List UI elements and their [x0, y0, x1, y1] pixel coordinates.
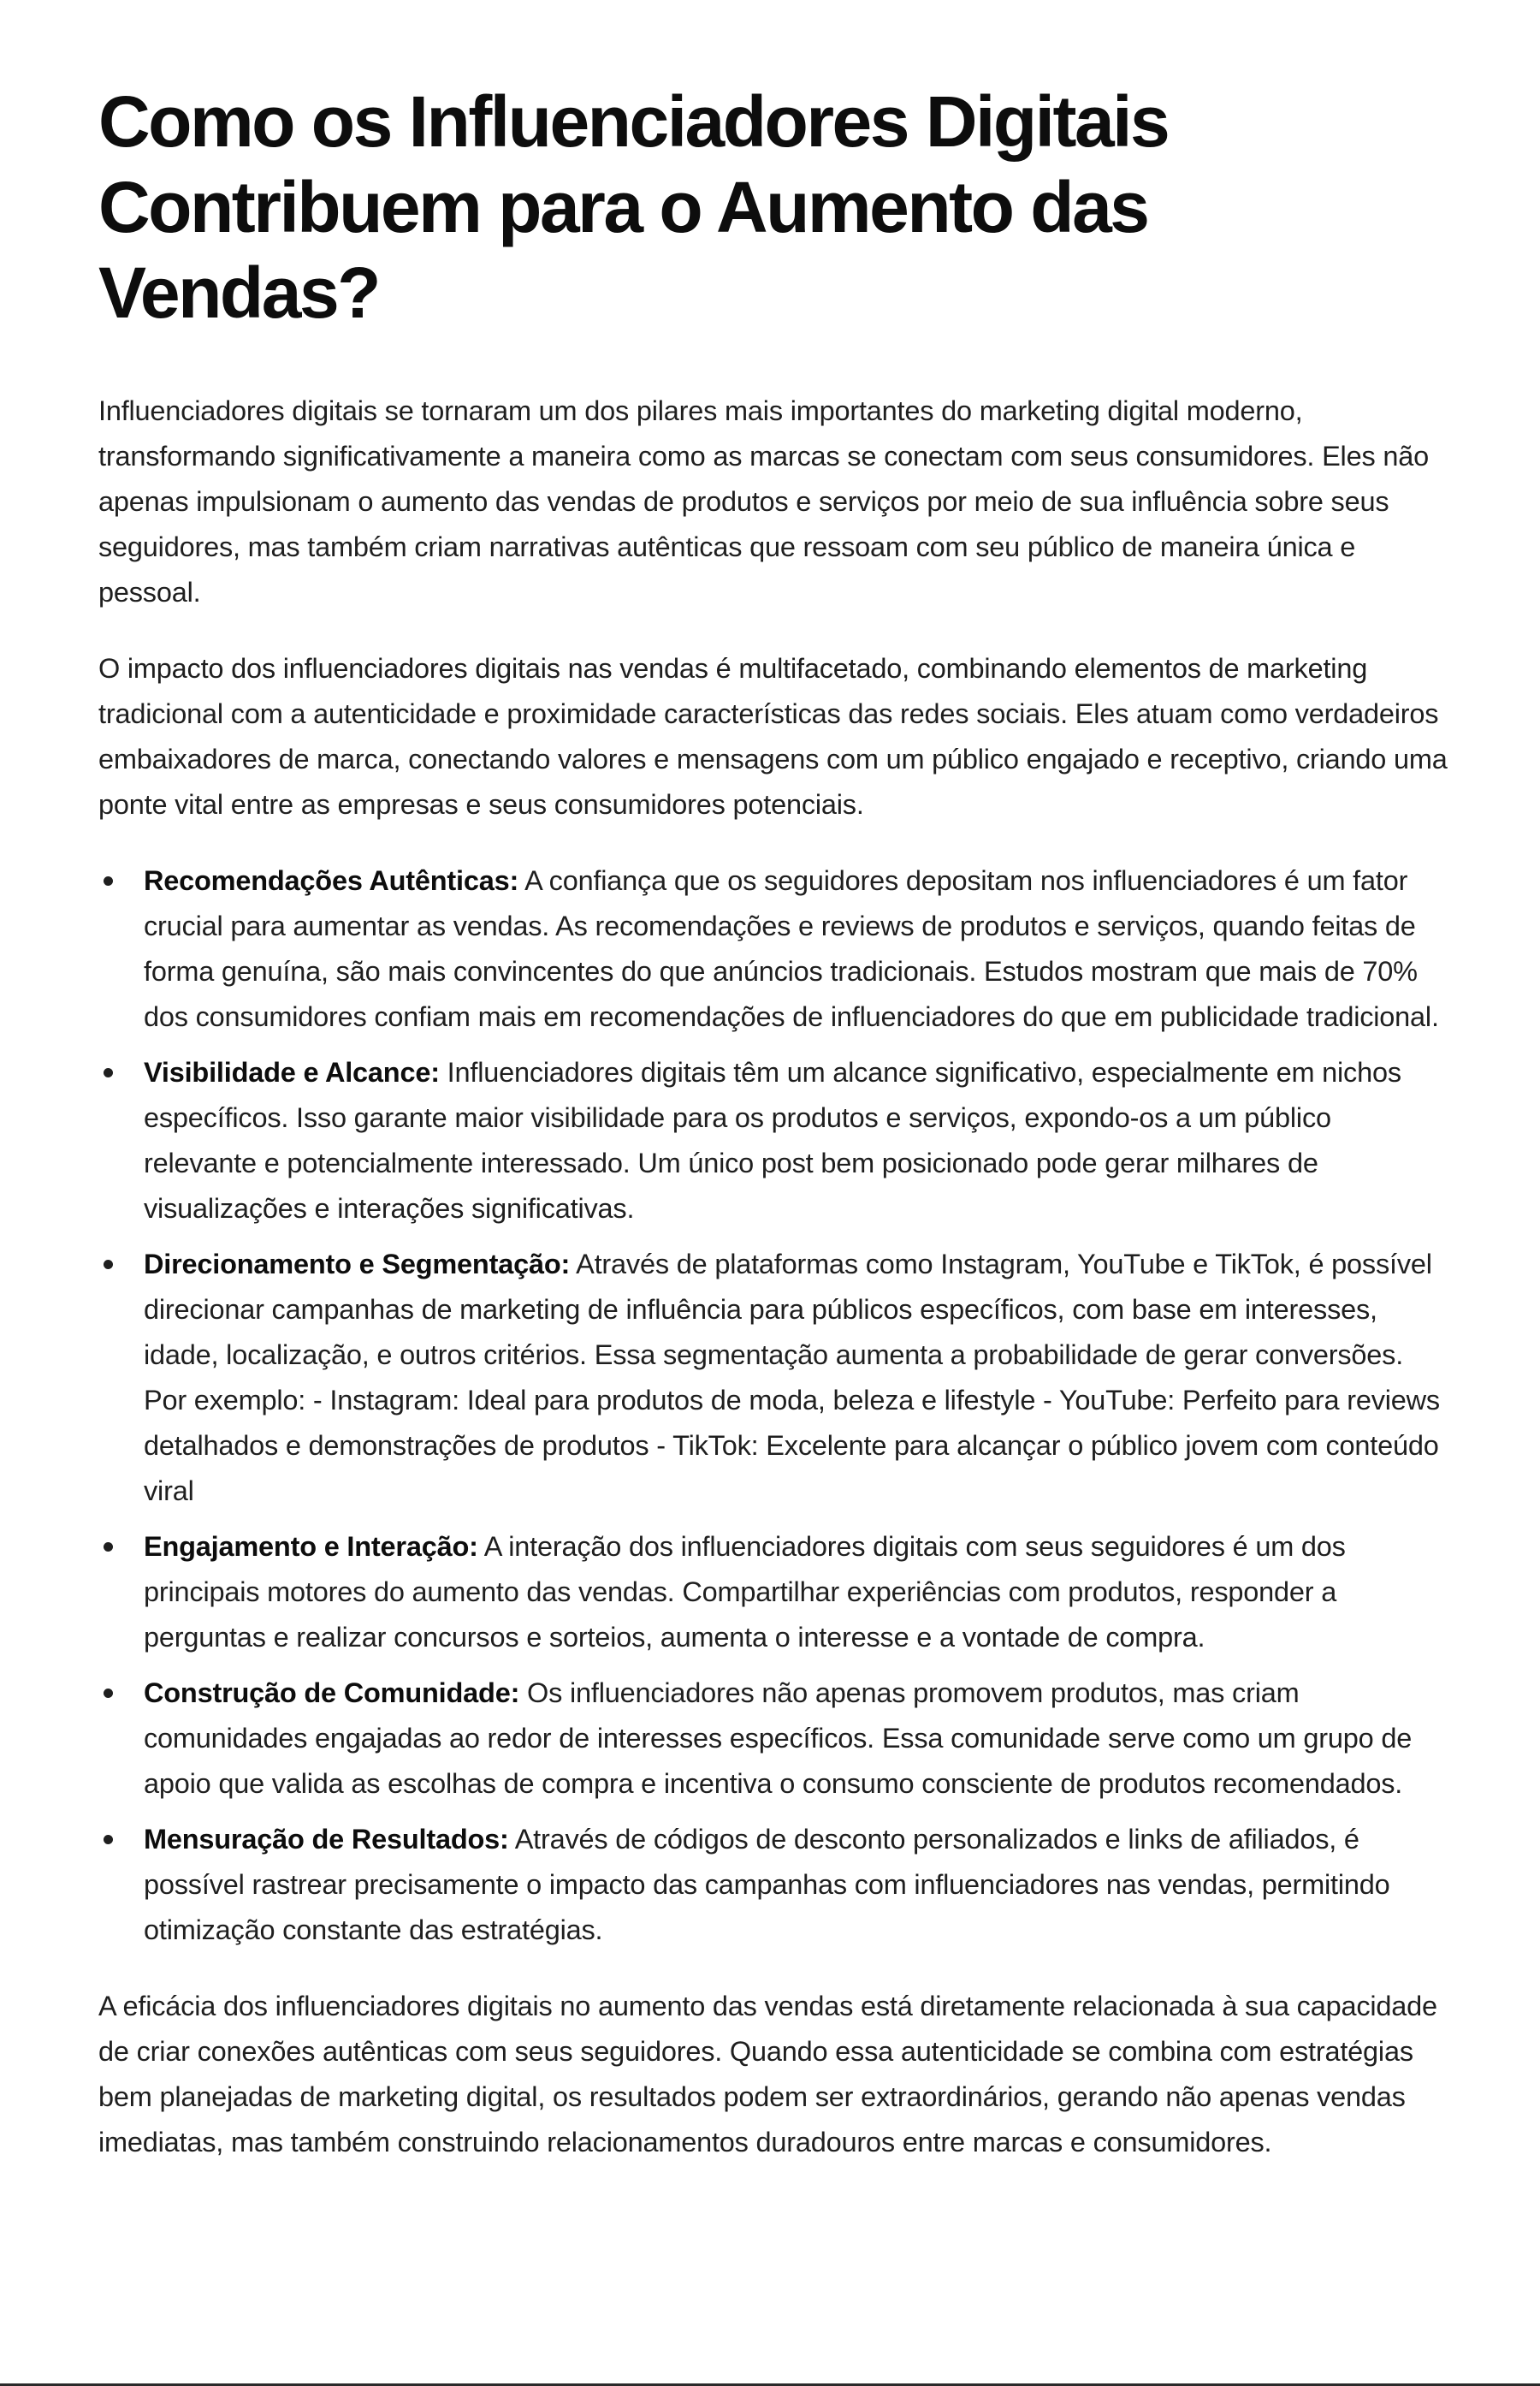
- list-item-label: Recomendações Autênticas:: [144, 865, 519, 896]
- list-item: [98, 1242, 1450, 1514]
- list-item: [98, 1817, 1450, 1953]
- bullet-icon: [104, 1260, 113, 1269]
- bullet-icon: [104, 1689, 113, 1698]
- bullet-icon: [104, 1835, 113, 1844]
- list-item-label: Visibilidade e Alcance:: [144, 1057, 440, 1088]
- bullet-icon: [104, 1068, 113, 1077]
- list-item: [98, 1524, 1450, 1660]
- list-item-label: Direcionamento e Segmentação:: [144, 1249, 571, 1279]
- article: [98, 79, 1450, 2196]
- list-item-text: Através de plataformas como Instagram, YouTube e TikTok, é possível direcionar campanhas de marketing de influência para públicos específicos, com base em interesses, idade, localização, e outros critérios. Essa segmentação aumenta a probabilidade de gerar conversões. Por exemplo: - Instagram: Ideal para produtos de moda, beleza e lifestyle - YouTube: Perfeito para reviews detalhados e demonstrações de produtos - TikTok: Excelente para alcançar o público jovem com conteúdo viral: [144, 1249, 1440, 1506]
- list-item-text: Através de códigos de desconto personalizados e links de afiliados, é possível rastrear precisamente o impacto das campanhas com influenciadores nas vendas, permitindo otimização constante das estratégias.: [144, 1824, 1390, 1945]
- list-item-text: Os influenciadores não apenas promovem produtos, mas criam comunidades engajadas ao redor de interesses específicos. Essa comunidade serve como um grupo de apoio que valida as escolhas de compra e incentiva o consumo consciente de produtos recomendados.: [144, 1677, 1413, 1799]
- intro-paragraph: O impacto dos influenciadores digitais nas vendas é multifacetado, combinando elementos de marketing tradicional com a autenticidade e proximidade características das redes sociais. Eles atuam como verdadeiros embaixadores de marca, conectando valores e mensagens com um público engajado e receptivo, criando uma ponte vital entre as empresas e seus consumidores potenciais.: [98, 653, 1448, 820]
- article-title: Como os Influenciadores Digitais Contribuem para o Aumento das Vendas?: [98, 81, 1169, 333]
- intro-paragraph: Influenciadores digitais se tornaram um dos pilares mais importantes do marketing digital moderno, transformando significativamente a maneira como as marcas se conectam com seus consumidores. Eles não apenas impulsionam o aumento das vendas de produtos e serviços por meio de sua influência sobre seus seguidores, mas também criam narrativas autênticas que ressoam com seu público de maneira única e pessoal.: [98, 395, 1429, 608]
- list-item: [98, 858, 1450, 1040]
- list-item-label: Construção de Comunidade:: [144, 1677, 520, 1708]
- list-item-label: Engajamento e Interação:: [144, 1531, 478, 1562]
- benefits-list: [98, 858, 1450, 1953]
- list-item-label: Mensuração de Resultados:: [144, 1824, 509, 1855]
- bullet-icon: [104, 1542, 113, 1552]
- list-item-text: A interação dos influenciadores digitais com seus seguidores é um dos principais motores do aumento das vendas. Compartilhar experiências com produtos, responder a perguntas e realizar concursos e sorteios, aumenta o interesse e a vontade de compra.: [144, 1531, 1346, 1653]
- list-item-text: A confiança que os seguidores depositam nos influenciadores é um fator crucial para aumentar as vendas. As recomendações e reviews de produtos e serviços, quando feitas de forma genuína, são mais convincentes do que anúncios tradicionais. Estudos mostram que mais de 70% dos consumidores confiam mais em recomendações de influenciadores do que em publicidade tradicional.: [144, 865, 1439, 1032]
- bullet-icon: [104, 876, 113, 886]
- list-item-text: Influenciadores digitais têm um alcance significativo, especialmente em nichos específicos. Isso garante maior visibilidade para os produtos e serviços, expondo-os a um público relevante e potencialmente interessado. Um único post bem posicionado pode gerar milhares de visualizações e interações significativas.: [144, 1057, 1401, 1224]
- list-item: [98, 1050, 1450, 1232]
- conclusion-paragraph: A eficácia dos influenciadores digitais no aumento das vendas está diretamente relacionada à sua capacidade de criar conexões autênticas com seus seguidores. Quando essa autenticidade se combina com estratégias bem planejadas de marketing digital, os resultados podem ser extraordinários, gerando não apenas vendas imediatas, mas também construindo relacionamentos duradouros entre marcas e consumidores.: [98, 1991, 1437, 2157]
- list-item: [98, 1671, 1450, 1807]
